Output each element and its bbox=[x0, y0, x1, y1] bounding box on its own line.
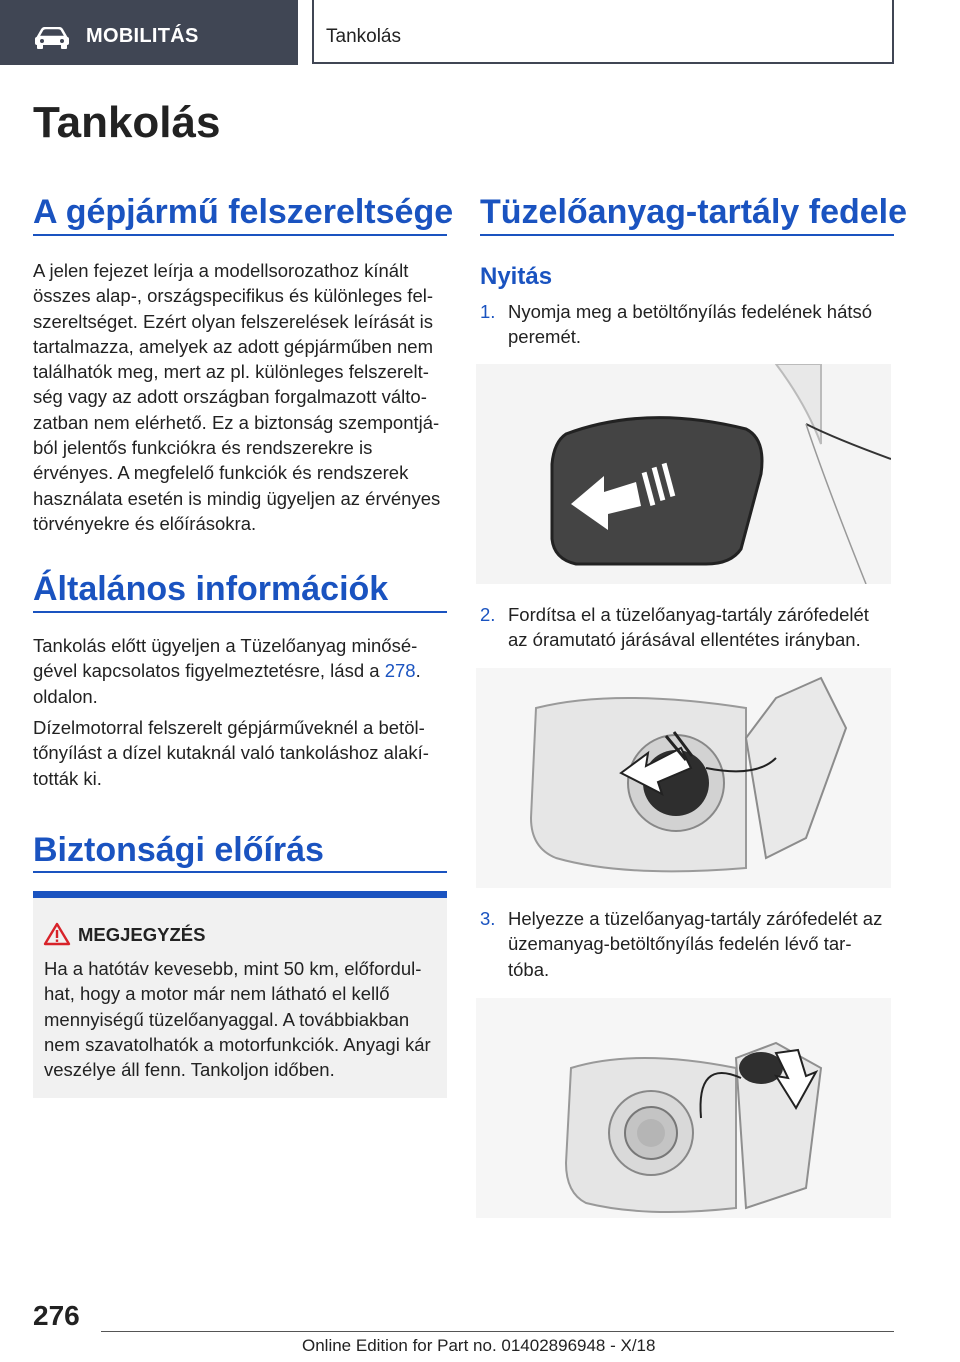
store-cap-illustration bbox=[476, 998, 891, 1218]
text-line: törvényekre és előírásokra. bbox=[33, 512, 257, 534]
page-reference-link[interactable]: 278 bbox=[384, 660, 416, 682]
figure-store-cap bbox=[476, 998, 891, 1218]
heading-rule bbox=[33, 611, 447, 613]
equipment-heading: A gépjármű felszereltsége bbox=[33, 193, 454, 231]
text-line: Ha a hatótáv kevesebb, mint 50 km, előfordul- bbox=[44, 958, 422, 979]
page-title: Tankolás bbox=[33, 98, 221, 147]
heading-rule bbox=[480, 234, 894, 236]
figure-fuel-flap-closed bbox=[476, 364, 891, 584]
text-line: oldalon. bbox=[33, 685, 98, 707]
figure-unscrew-cap bbox=[476, 668, 891, 888]
fuel-flap-heading: Tüzelőanyag-tartály fedele bbox=[480, 193, 908, 231]
notice-box bbox=[33, 891, 447, 1098]
text-line: veszélye áll fenn. Tankoljon időben. bbox=[44, 1059, 335, 1081]
step-text: Nyomja meg a betöltőnyílás fedelének hátsó peremét. bbox=[508, 301, 873, 348]
car-icon bbox=[34, 27, 70, 49]
step-number: 1. bbox=[480, 301, 496, 322]
unscrew-cap-illustration bbox=[476, 668, 891, 888]
text-line: tartalmazza, amelyek az adott gépjárműben nem bbox=[33, 335, 434, 357]
general-paragraph-1 bbox=[33, 633, 453, 709]
breadcrumb-label: Tankolás bbox=[326, 26, 401, 47]
general-info-heading: Általános információk bbox=[33, 570, 389, 608]
notice-text bbox=[44, 956, 440, 1082]
text-line: Dízelmotorral felszerelt gépjárműveknél a betöl- bbox=[33, 717, 425, 738]
general-paragraph-2 bbox=[33, 715, 453, 791]
section-label: MOBILITÁS bbox=[86, 25, 199, 47]
warning-icon bbox=[43, 922, 71, 946]
text-line: tőnyílást a dízel kutaknál való tankoláshoz alakí- bbox=[33, 742, 429, 764]
text-line: találhatók meg, mert az pl. különleges felszerelt- bbox=[33, 361, 429, 383]
fuel-flap-illustration bbox=[476, 364, 891, 584]
heading-rule bbox=[33, 234, 447, 236]
step-text: Fordítsa el a tüzelőanyag-tartály zárófedelét az óramutató járásával ellentétes irányban. bbox=[508, 604, 869, 651]
notice-title: MEGJEGYZÉS bbox=[78, 924, 206, 945]
text-line: gével kapcsolatos figyelmeztetésre, lásd a 278. bbox=[33, 660, 421, 682]
text-line: hat, hogy a motor már nem látható el kellő bbox=[44, 983, 390, 1005]
text-line: Tankolás előtt ügyeljen a Tüzelőanyag minősé- bbox=[33, 635, 418, 656]
page-number: 276 bbox=[33, 1300, 80, 1331]
edition-note: Online Edition for Part no. 01402896948 - X/18 bbox=[302, 1336, 656, 1355]
text-line: nem szavatolhatók a motorfunkciók. Anyagi kár bbox=[44, 1033, 431, 1055]
step-number: 3. bbox=[480, 908, 496, 929]
text-line: érvényes. A megfelelő funkciók és rendszerek bbox=[33, 462, 409, 484]
text-line: szereltséget. Ezért olyan felszerelések leírását is bbox=[33, 310, 433, 332]
text-line: összes alap-, országspecifikus és különleges fel- bbox=[33, 285, 433, 307]
breadcrumb bbox=[312, 0, 894, 64]
text-line: A jelen fejezet leírja a modellsorozathoz kínált bbox=[33, 260, 409, 281]
text-line: ség vagy az adott országban forgalmazott válto- bbox=[33, 386, 427, 408]
text-line: zatban nem elérhető. Ez a biztonság szempontjá- bbox=[33, 411, 440, 433]
text-line: ból jelentős funkciókra és rendszerekre is bbox=[33, 437, 373, 459]
text-line: használata esetén is mindig ügyeljen az érvényes bbox=[33, 487, 441, 509]
text-line: mennyiségű tüzelőanyaggal. A továbbiakban bbox=[44, 1008, 410, 1030]
safety-heading: Biztonsági előírás bbox=[33, 831, 324, 869]
equipment-paragraph bbox=[33, 258, 453, 536]
step-text: Helyezze a tüzelőanyag-tartály zárófedelét az üzemanyag-betöltőnyílás fedelén lévő tar- tóba. bbox=[508, 908, 883, 980]
footer-rule bbox=[101, 1331, 894, 1332]
heading-rule bbox=[33, 871, 447, 873]
step-number: 2. bbox=[480, 604, 496, 625]
section-tab[interactable] bbox=[0, 0, 298, 65]
opening-subheading: Nyitás bbox=[480, 263, 553, 290]
text-line: tották ki. bbox=[33, 767, 102, 789]
